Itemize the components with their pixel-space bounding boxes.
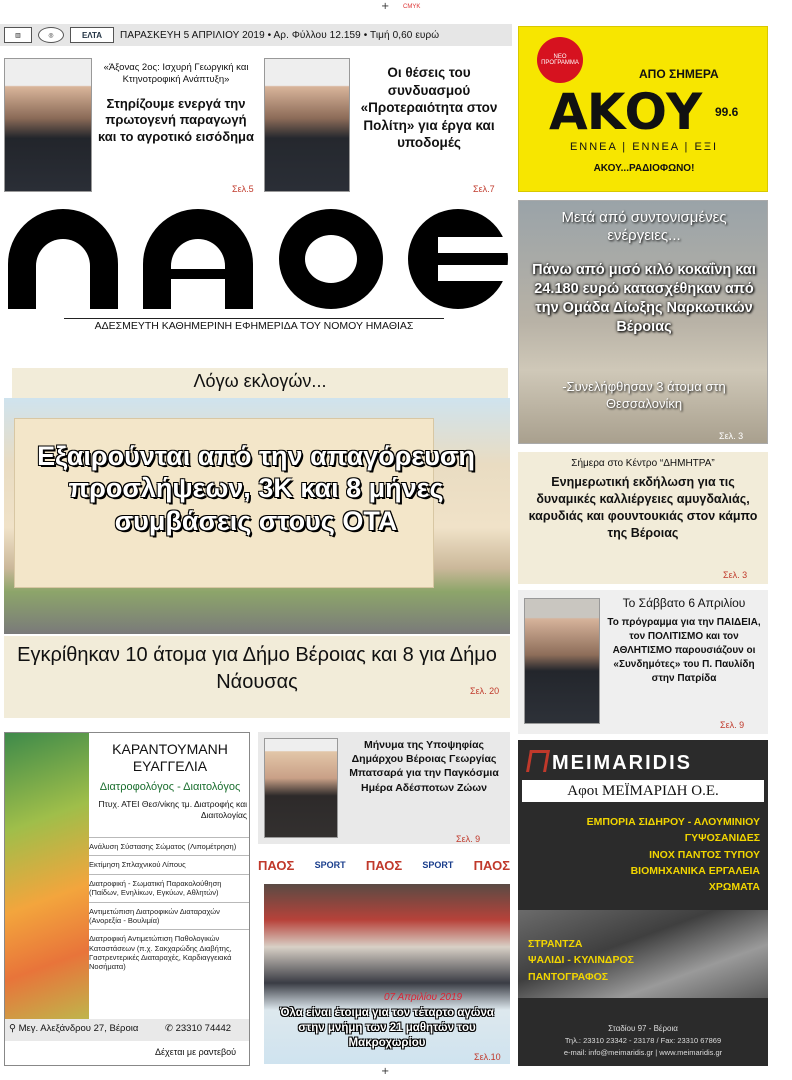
- phone-icon: ✆: [165, 1023, 176, 1034]
- sport-headline: Όλα είναι έτοιμα για τον τέταρτο αγώνα στην μνήμη των 21 μαθητών του Μακροχωρίου: [280, 1007, 494, 1049]
- meimaridis-item2: ΣΤΡΑΝΤΖΑ: [528, 938, 583, 950]
- meimaridis-item: ΙΝΟΧ ΠΑΝΤΟΣ ΤΥΠΟΥ: [649, 848, 760, 861]
- story5-panel[interactable]: [518, 590, 768, 734]
- fruit-image: [5, 733, 89, 1033]
- meimaridis-item2: ΠΑΝΤΟΓΡΑΦΟΣ: [528, 970, 609, 983]
- meimaridis-item: ΓΥΨΟΣΑΝΙΔΕΣ: [684, 832, 760, 845]
- logo-letter-alpha: [143, 209, 253, 309]
- logo-letter-omicron: [279, 209, 383, 309]
- masthead-topbar: [0, 24, 512, 46]
- story2-headline[interactable]: Οι θέσεις του συνδυασμού «Προτεραιότητα στον Πολίτη» για έργα και υποδομές: [360, 65, 498, 151]
- akou-logo: ΑΚΟΥ: [549, 83, 702, 141]
- story6-headline: Μήνυμα της Υποψηφίας Δημάρχου Βέροιας Γεωργίας Μπατσαρά για την Παγκόσμια Ημέρα Αδέσποτων Ζώων: [349, 739, 499, 794]
- service-item: Διατροφική Αντιμετώπιση Παθολογικών Καταστάσεων (π.χ. Σακχαρώδης Διαβήτης, Γαστρεντερικές Διαταραχές, Καρδιαγγειακά Νοσήματα): [89, 929, 249, 976]
- photo-candidate: [264, 738, 338, 838]
- photo-politician-2: [264, 58, 350, 192]
- meimaridis-phones: Τηλ.: 23310 23342 - 23178 / Fax: 23310 67869: [564, 1036, 722, 1045]
- ad-akou-radio[interactable]: [518, 26, 768, 192]
- sport-page: Σελ.10: [474, 1052, 501, 1062]
- photo-politician-1: [4, 58, 92, 192]
- meimaridis-item: ΒΙΟΜΗΧΑΝΙΚΑ ΕΡΓΑΛΕΙΑ: [630, 864, 760, 877]
- story4-page: Σελ. 3: [723, 570, 748, 580]
- sport-strip-word: ΠΑΟΣ: [473, 857, 510, 873]
- story3-sub: -Συνελήφθησαν 3 άτομα στη Θεσσαλονίκη: [562, 379, 726, 411]
- masthead-logo[interactable]: [8, 204, 508, 314]
- sport-strip-word: SPORT: [422, 860, 454, 870]
- sport-photo[interactable]: [264, 884, 510, 1064]
- sport-strip-word: ΠΑΟΣ: [365, 857, 403, 873]
- dietitian-phone-row: [165, 1023, 231, 1034]
- registration-mark-bottom: +: [381, 1066, 390, 1077]
- dietitian-title: Διατροφολόγος - Διαιτολόγος: [99, 781, 241, 793]
- seal-icon: ◎: [38, 27, 64, 43]
- meimaridis-items2: [528, 936, 634, 985]
- akou-tagline: ΑΚΟΥ...ΡΑΔΙΟΦΩΝΟ!: [593, 163, 695, 174]
- story5-kicker: Το Σάββατο 6 Απριλίου: [622, 596, 746, 610]
- story3-photo-panel[interactable]: [518, 200, 768, 444]
- story4-kicker: Σήμερα στο Κέντρο “ΔΗΜΗΤΡΑ”: [571, 458, 715, 469]
- logo-letter-sigma: [408, 209, 508, 309]
- story5-headline: Το πρόγραμμα για την ΠΑΙΔΕΙΑ, τον ΠΟΛΙΤΙΣΜΟ και τον ΑΘΛΗΤΙΣΜΟ παρουσιάζουν οι «Συνδημότες» του Π. Παυλίδη στην Πατρίδα: [607, 617, 761, 684]
- lead-sub: Εγκρίθηκαν 10 άτομα για Δήμο Βέροιας και 8 για Δήμο Νάουσας: [17, 644, 497, 693]
- story4-panel[interactable]: [518, 452, 768, 584]
- ad-dietitian[interactable]: [4, 732, 250, 1066]
- dietitian-address-row: [9, 1023, 138, 1034]
- location-pin-icon: ⚲: [9, 1023, 19, 1034]
- sport-strip-word: ΠΑΟΣ: [258, 857, 295, 873]
- service-item: Αντιμετώπιση Διατροφικών Διαταραχών (Ανορεξία - Βουλιμία): [89, 902, 249, 930]
- akou-frequency: 99.6: [715, 105, 739, 119]
- story1-page: Σελ.5: [232, 184, 254, 194]
- meimaridis-item: ΕΜΠΟΡΙΑ ΣΙΔΗΡΟΥ - ΑΛΟΥΜΙΝΙΟΥ: [586, 816, 760, 828]
- subtitle-rule: [64, 318, 444, 319]
- story3-kicker: Μετά από συντονισμένες ενέργειες...: [561, 209, 727, 244]
- story6-page: Σελ. 9: [456, 834, 481, 844]
- story3-page: Σελ. 3: [719, 431, 744, 441]
- sport-strip: [258, 856, 510, 874]
- meimaridis-item2: ΨΑΛΙΔΙ - ΚΥΛΙΝΔΡΟΣ: [528, 954, 634, 967]
- akou-sub: ΕΝΝΕΑ | ΕΝΝΕΑ | ΕΞΙ: [569, 141, 719, 153]
- registration-mark-top: +: [381, 1, 390, 12]
- story5-page: Σελ. 9: [720, 720, 745, 730]
- dietitian-phone[interactable]: 23310 74442: [175, 1023, 232, 1034]
- story3-headline: Πάνω από μισό κιλό κοκαΐνη και 24.180 ευρώ κατασχέθηκαν από την Ομάδα Δίωξης Ναρκωτικών Βέροιας: [532, 262, 756, 335]
- service-item: Διατροφική - Σωματική Παρακολούθηση (Παίδων, Ενηλίκων, Εγκύων, Αθλητών): [89, 874, 249, 902]
- lead-headline[interactable]: Εξαιρούνται από την απαγόρευση προσλήψεων, 3Κ και 8 μήνες συμβάσεις στους ΟΤΑ: [37, 441, 475, 536]
- ad-meimaridis[interactable]: [518, 740, 768, 1066]
- sport-banner-text: 07 Απριλίου 2019: [384, 992, 463, 1003]
- barcode-icon: ▥: [4, 27, 32, 43]
- meimaridis-item: ΧΡΩΜΑΤΑ: [708, 881, 760, 894]
- dietitian-services: [89, 837, 249, 976]
- meimaridis-brand: MEIMARIDIS: [552, 752, 692, 774]
- akou-top: ΑΠΟ ΣΗΜΕΡΑ: [639, 67, 719, 81]
- dietitian-degree: Πτυχ. ΑΤΕΙ Θεσ/νίκης τμ. Διατροφής και Διαιτολογίας: [98, 799, 247, 821]
- lead-page: Σελ. 20: [470, 686, 500, 696]
- date-line: ΠΑΡΑΣΚΕΥΗ 5 ΑΠΡΙΛΙΟΥ 2019 • Αρ. Φύλλου 12.159 • Τιμή 0,60 ευρώ: [120, 29, 440, 41]
- story1-headline[interactable]: Στηρίζουμε ενεργά την πρωτογενή παραγωγή και το αγροτικό εισόδημα: [97, 96, 255, 144]
- service-item: Εκτίμηση Σπλαχνικού Λίπους: [89, 855, 249, 873]
- sport-strip-word: SPORT: [314, 860, 346, 870]
- story2-page: Σελ.7: [473, 184, 495, 194]
- meimaridis-items: [518, 814, 760, 895]
- dietitian-footer: Δέχεται με ραντεβού: [155, 1047, 237, 1057]
- elta-logo: ΕΛΤΑ: [70, 27, 114, 43]
- service-item: Ανάλυση Σύστασης Σώματος (Λιπομέτρηση): [89, 837, 249, 855]
- dietitian-name: ΚΑΡΑΝΤΟΥΜΑΝΗ ΕΥΑΓΓΕΛΙΑ: [112, 741, 228, 774]
- house-roof-icon: [526, 750, 550, 772]
- meimaridis-address: Σταδίου 97 - Βέροια: [608, 1024, 678, 1033]
- new-program-badge: ΝΕΟ ΠΡΟΓΡΑΜΜΑ: [537, 37, 583, 83]
- story6-panel[interactable]: [258, 732, 510, 844]
- lead-kicker: Λόγω εκλογών...: [193, 371, 327, 391]
- dietitian-address: Μεγ. Αλεξάνδρου 27, Βέροια: [18, 1023, 139, 1034]
- story1-kicker: «Άξονας 2ος: Ισχυρή Γεωργική και Κτηνοτροφική Ανάπτυξη»: [103, 62, 249, 86]
- meimaridis-company: Αφοι ΜΕΪΜΑΡΙΔΗ Ο.Ε.: [567, 783, 719, 799]
- masthead-subtitle: ΑΔΕΣΜΕΥΤΗ ΚΑΘΗΜΕΡΙΝΗ ΕΦΗΜΕΡΙΔΑ ΤΟΥ ΝΟΜΟΥ ΗΜΑΘΙΑΣ: [94, 320, 414, 332]
- cmyk-mark: CMYK: [403, 4, 421, 10]
- logo-letter-pi: [8, 209, 118, 309]
- story4-headline: Ενημερωτική εκδήλωση για τις δυναμικές καλλιέργειες αμυγδαλιάς, καρυδιάς και φουντουκιάς στον κάμπο της Βέροιας: [528, 475, 758, 540]
- meimaridis-web[interactable]: e-mail: info@meimaridis.gr | www.meimaridis.gr: [563, 1048, 723, 1057]
- photo-politician-5: [524, 598, 600, 724]
